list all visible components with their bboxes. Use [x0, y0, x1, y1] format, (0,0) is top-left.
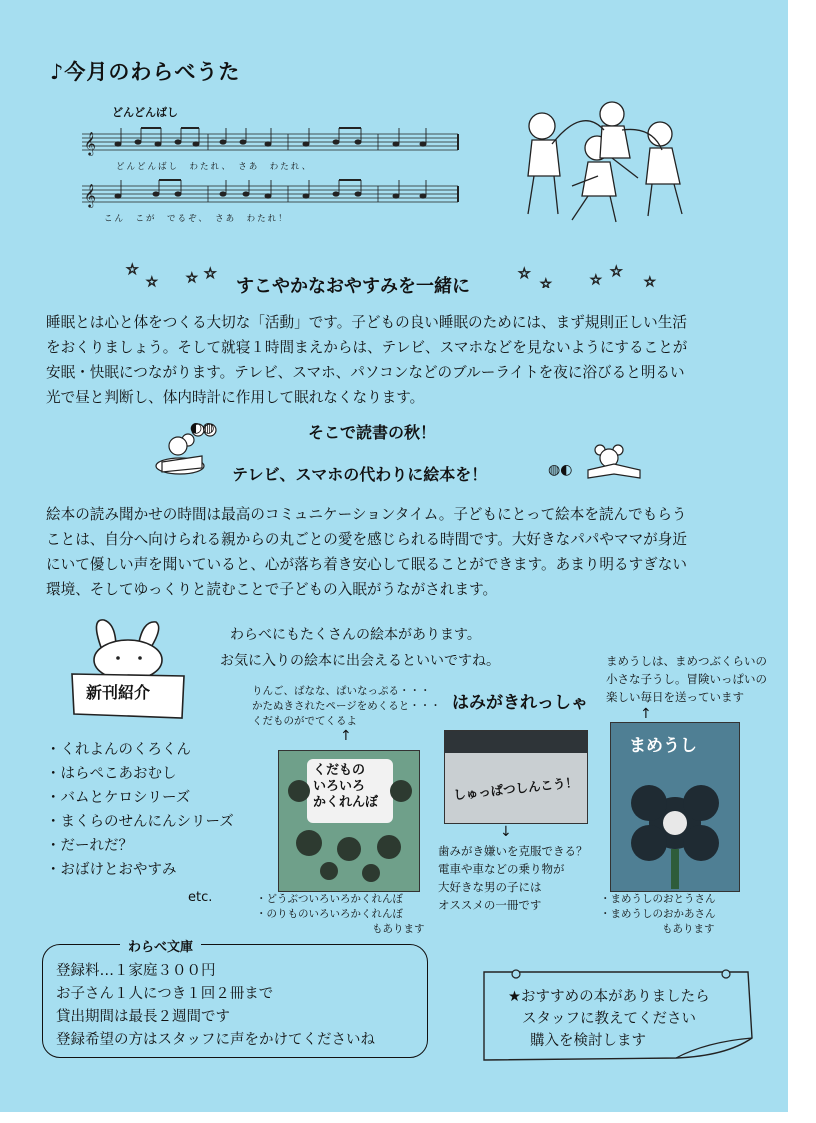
- library-info: [56, 960, 375, 1052]
- book1-note: [252, 684, 441, 729]
- cover-title-line: かくれんぼ: [313, 795, 379, 810]
- svg-text:☆: ☆: [186, 271, 198, 286]
- new-books-badge: 新刊紹介: [86, 683, 151, 702]
- library-title: わらべ文庫: [120, 936, 201, 955]
- reading-line: にいて優しい声を聞いていると、心が落ち着き安心して眠ることができます。あまり明るすぎない: [46, 556, 687, 573]
- reading-heading-2: テレビ、スマホの代わりに絵本を！: [232, 465, 488, 484]
- related-line: もあります: [372, 923, 425, 935]
- book2-cover-text: しゅっぱつしんこう！: [452, 774, 579, 803]
- book-list: [46, 738, 234, 882]
- book1-cover: [278, 750, 420, 892]
- note-line: りんご、ばなな、ぱいなっぷる・・・: [252, 685, 431, 697]
- reading-heading-1: そこで読書の秋！: [308, 423, 437, 442]
- list-item: ・だーれだ？: [46, 838, 133, 854]
- reading-paragraph: [46, 502, 687, 602]
- song-title: どんどんばし: [112, 106, 178, 119]
- arrow-up-icon: ↑: [640, 706, 652, 722]
- list-item: ・おばけとおやすみ: [46, 862, 177, 878]
- book3-cover-title: まめうし: [629, 736, 697, 756]
- cover-title-line: いろいろ: [313, 779, 366, 794]
- rabbit-sign-illustration: [64, 614, 194, 724]
- note-line: 電車や車などの乗り物が: [438, 862, 565, 876]
- sleep-line: 睡眠とは心と体をつくる大切な「活動」です。子どもの良い睡眠のためには、まず規則正しい生活: [46, 314, 687, 331]
- related-line: ・まめうしのおかあさん: [600, 908, 716, 920]
- note-line: オススメの一冊です: [438, 898, 542, 912]
- recommend-line: スタッフに教えてください: [522, 1011, 696, 1027]
- fruit-icons: [279, 751, 419, 891]
- library-line: お子さん１人につき１回２冊まで: [56, 986, 274, 1002]
- book3-cover: [610, 722, 740, 892]
- list-item: ・はらぺこあおむし: [46, 766, 177, 782]
- bear-reading-icon: [584, 438, 644, 482]
- recommend-text: [508, 986, 710, 1052]
- note-line: くだものがでてくるよ: [252, 715, 357, 727]
- cover-title-line: くだもの: [313, 763, 366, 778]
- lyrics-line-2: こん こが でるぞ、 さあ わたれ！: [104, 214, 289, 224]
- related-line: ・まめうしのおとうさん: [600, 893, 716, 905]
- book3-note: [606, 652, 767, 706]
- note-line: 小さな子うし。冒険いっぱいの: [606, 672, 767, 686]
- song-heading: ♪今月のわらべうた: [50, 60, 241, 84]
- related-line: もあります: [662, 923, 715, 935]
- flower-cow-icon: [611, 723, 739, 891]
- library-line: 貸出期間は最長２週間です: [56, 1009, 230, 1025]
- note-line: かたぬきされたページをめくると・・・: [252, 700, 441, 712]
- list-item: ・バムとケロシリーズ: [46, 790, 191, 806]
- note-line: 楽しい毎日を送っています: [606, 690, 744, 704]
- arrow-up-icon: ↑: [340, 728, 352, 744]
- book2-cover-band: [445, 731, 587, 753]
- list-item: ・くれよんのくろくん: [46, 742, 191, 758]
- book1-related: [256, 892, 425, 937]
- library-line: 登録料…１家庭３００円: [56, 963, 216, 979]
- recommend-line: ★おすすめの本がありましたら: [508, 989, 710, 1005]
- book2-cover: [444, 730, 588, 824]
- svg-text:☆: ☆: [590, 273, 602, 288]
- sleep-heading: すこやかなおやすみを一緒に: [236, 276, 470, 297]
- svg-text:☆: ☆: [518, 266, 531, 282]
- book2-title: はみがきれっしゃ: [452, 693, 588, 713]
- books-intro-1: わらべにもたくさんの絵本があります。: [230, 627, 481, 643]
- sleep-paragraph: [46, 310, 687, 410]
- sleep-line: 光で昼と判断し、体内時計に作用して眠れなくなります。: [46, 389, 425, 406]
- list-etc: etc.: [188, 890, 213, 905]
- svg-text:𝄞: 𝄞: [84, 131, 96, 155]
- book2-note: [438, 842, 588, 914]
- arrow-down-icon: ↓: [500, 824, 512, 840]
- library-line: 登録希望の方はスタッフに声をかけてくださいね: [56, 1032, 375, 1048]
- related-line: ・のりものいろいろかくれんぼ: [256, 908, 403, 920]
- reading-line: 絵本の読み聞かせの時間は最高のコミュニケーションタイム。子どもにとって絵本を読んでもらう: [46, 506, 687, 523]
- sleep-line: をおくりましょう。そして就寝１時間まえからは、テレビ、スマホなどを見ないようにすることが: [46, 339, 688, 356]
- note-line: 大好きな男の子には: [438, 880, 542, 894]
- recommend-line: 購入を検討します: [530, 1033, 646, 1049]
- svg-text:☆: ☆: [610, 264, 623, 280]
- svg-text:☆: ☆: [126, 262, 139, 278]
- related-line: ・どうぶついろいろかくれんぼ: [256, 893, 403, 905]
- note-line: まめうしは、まめつぶくらいの: [606, 654, 767, 668]
- children-playing-illustration: [512, 96, 702, 226]
- reading-line: ことは、自分へ向けられる親からの丸ごとの愛を感じられる時間です。大好きなパパやママが身近: [46, 531, 687, 548]
- sleep-line: 安眠・快眠につながります。テレビ、スマホ、パソコンなどのブルーライトを夜に浴びると明るい: [46, 364, 685, 381]
- books-intro-2: お気に入りの絵本に出会えるといいですね。: [220, 653, 500, 669]
- note-line: 歯みがき嫌いを克服できる？: [438, 844, 588, 858]
- book3-related: [600, 892, 716, 937]
- svg-text:☆: ☆: [146, 275, 158, 288]
- acorn-decoration-2: ◍◐: [548, 462, 573, 478]
- svg-text:☆: ☆: [644, 275, 656, 288]
- svg-text:☆: ☆: [540, 277, 552, 288]
- acorn-decoration: ◐◍: [190, 420, 215, 436]
- reading-line: 環境、そしてゆっくりと読むことで子どもの入眠がうながされます。: [46, 581, 498, 598]
- list-item: ・まくらのせんにんシリーズ: [46, 814, 234, 830]
- svg-text:☆: ☆: [204, 266, 217, 282]
- svg-text:𝄞: 𝄞: [84, 183, 96, 207]
- lyrics-line-1: どんどんばし わたれ、 さあ わたれ、: [116, 162, 313, 172]
